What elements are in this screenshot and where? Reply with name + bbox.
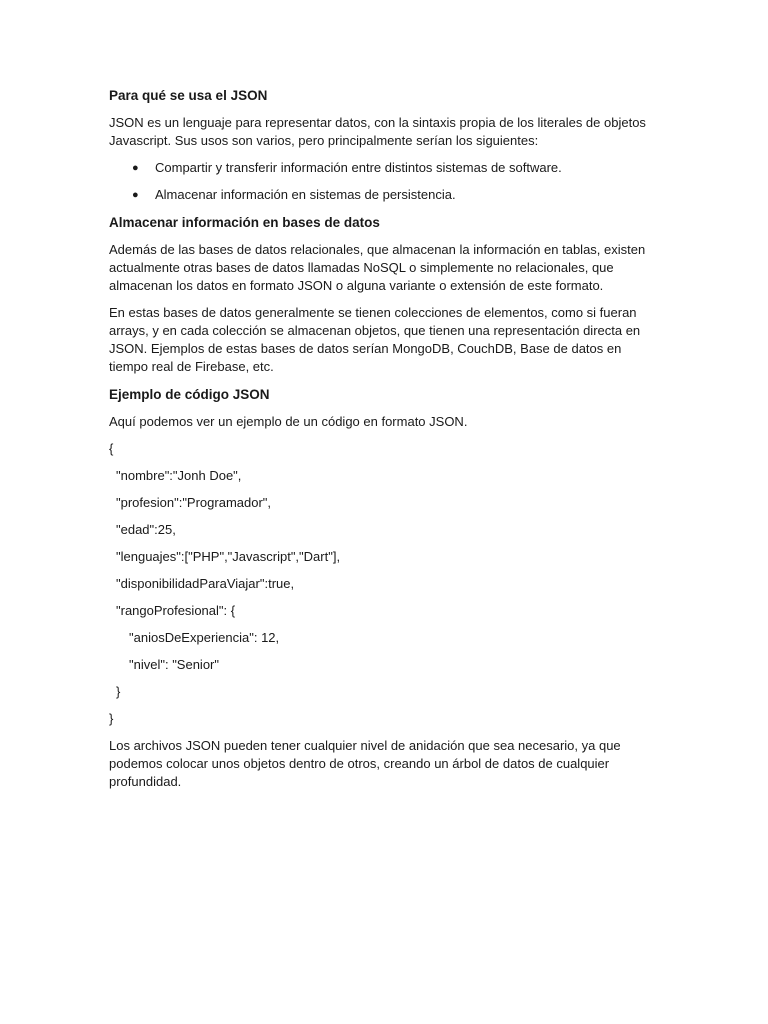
code-line: "nivel": "Senior" <box>129 657 219 672</box>
list-item-text: Compartir y transferir información entre distintos sistemas de software. <box>155 160 562 175</box>
code-line: "disponibilidadParaViajar":true, <box>116 576 295 591</box>
bullet-icon: ● <box>132 162 139 174</box>
code-line: "aniosDeExperiencia": 12, <box>129 630 280 645</box>
document-page <box>109 86 654 800</box>
collections-paragraph: En estas bases de datos generalmente se tienen colecciones de elementos, como si fueran arrays, y en cada colección se almacenan objetos, que tienen una representación directa en JSON. Ejemplos de estas bases de datos serían MongoDB, CouchDB, Base de datos en tiempo real de Firebase, etc. <box>109 305 641 374</box>
nesting-paragraph: Los archivos JSON pueden tener cualquier nivel de anidación que sea necesario, ya que podemos colocar unos objetos dentro de otros, creando un árbol de datos de cualquier profundidad. <box>109 738 621 789</box>
bullet-icon: ● <box>132 189 139 201</box>
code-line: "nombre":"Jonh Doe", <box>116 468 242 483</box>
code-line: "rangoProfesional": { <box>116 603 236 618</box>
example-intro-paragraph: Aquí podemos ver un ejemplo de un código en formato JSON. <box>109 414 468 429</box>
list-item <box>109 159 654 177</box>
heading-para-que-se-usa: Para qué se usa el JSON <box>109 88 268 103</box>
json-code-block <box>109 440 654 737</box>
heading-ejemplo-codigo: Ejemplo de código JSON <box>109 387 270 402</box>
heading-almacenar-informacion: Almacenar información en bases de datos <box>109 215 380 230</box>
code-line: } <box>116 684 121 699</box>
list-item <box>109 186 654 204</box>
uses-list <box>109 159 654 204</box>
intro-paragraph: JSON es un lenguaje para representar datos, con la sintaxis propia de los literales de objetos Javascript. Sus usos son varios, pero principalmente serían los siguientes: <box>109 115 646 148</box>
nosql-paragraph: Además de las bases de datos relacionales, que almacenan la información en tablas, existen actualmente otras bases de datos llamadas NoSQL o simplemente no relacionales, que almacenan los datos en formato JSON o alguna variante o extensión de este formato. <box>109 242 646 293</box>
code-line: { <box>109 441 114 456</box>
code-line: } <box>109 711 114 726</box>
code-line: "edad":25, <box>116 522 176 537</box>
list-item-text: Almacenar información en sistemas de persistencia. <box>155 187 456 202</box>
code-line: "profesion":"Programador", <box>116 495 272 510</box>
code-line: "lenguajes":["PHP","Javascript","Dart"], <box>116 549 341 564</box>
